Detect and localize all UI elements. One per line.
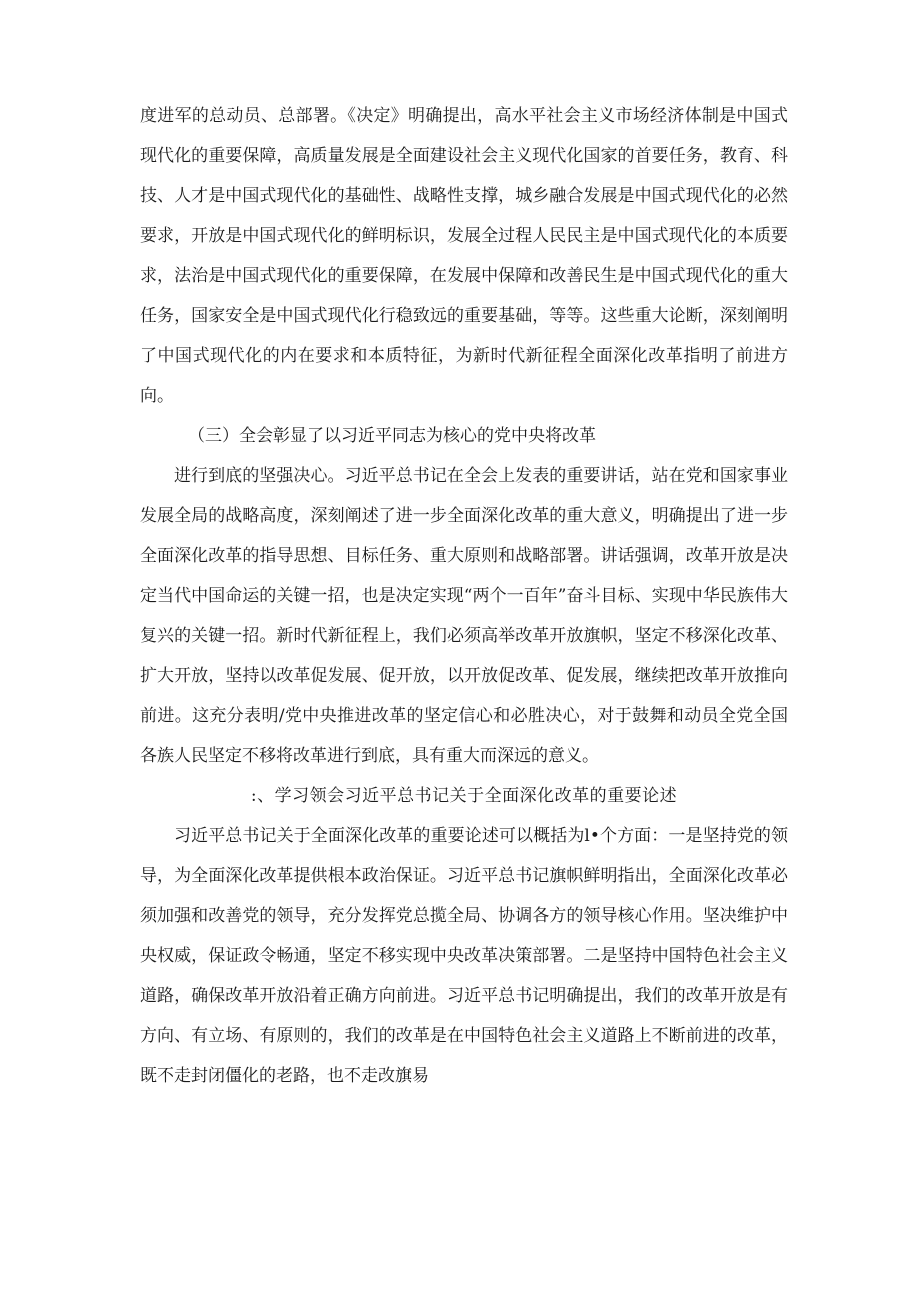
- section-heading-two: :、学习领会习近平总书记关于全面深化改革的重要论述: [250, 786, 678, 806]
- subheading-three: （三）全会彰显了以习近平同志为核心的党中央将改革: [188, 426, 596, 446]
- paragraph-determination: 进行到底的坚强决心。习近平总书记在全会上发表的重要讲话，站在党和国家事业发展全局的战略高度，深刻阐述了进一步全面深化改革的重大意义，明确提出了进一步全面深化改革的指导思想、目标任务、重大原则和战略部署。讲话强调，改革开放是决定当代中国命运的关键一招，也是决定实现“两个一百年”奋斗目标、实现中华民族伟大复兴的关键一招。新时代新征程上，我们必须高举改革开放旗帜，坚定不移深化改革、扩大开放，坚持以改革促发展、促开放，以开放促改革、促发展，继续把改革开放推向前进。这充分表明/党中央推进改革的坚定信心和必胜决心，对于鼓舞和动员全党全国各族人民坚定不移将改革进行到底，具有重大而深远的意义。: [140, 466, 788, 766]
- paragraph-discourse: 习近平总书记关于全面深化改革的重要论述可以概括为l•个方面：一是坚持党的领导，为全面深化改革提供根本政治保证。习近平总书记旗帜鲜明指出，全面深化改革必须加强和改善党的领导，充分发挥党总揽全局、协调各方的领导核心作用。坚决维护中央权威，保证政令畅通，坚定不移实现中央改革决策部署。二是坚持中国特色社会主义道路，确保改革开放沿着正确方向前进。习近平总书记明确提出，我们的改革开放是有方向、有立场、有原则的，我们的改革是在中国特色社会主义道路上不断前进的改革，既不走封闭僵化的老路，也不走改旗易: [140, 826, 788, 1086]
- paragraph-mandate: 度进军的总动员、总部署。《决定》明确提出，高水平社会主义市场经济体制是中国式现代化的重要保障，高质量发展是全面建设社会主义现代化国家的首要任务，教育、科技、人才是中国式现代化的基础性、战略性支撑，城乡融合发展是中国式现代化的必然要求，开放是中国式现代化的鲜明标识，发展全过程人民民主是中国式现代化的本质要求，法治是中国式现代化的重要保障，在发展中保障和改善民生是中国式现代化的重大任务，国家安全是中国式现代化行稳致远的重要基础，等等。这些重大论断，深刻阐明了中国式现代化的内在要求和本质特征，为新时代新征程全面深化改革指明了前进方向。: [140, 106, 788, 406]
- document-body: [140, 96, 788, 1096]
